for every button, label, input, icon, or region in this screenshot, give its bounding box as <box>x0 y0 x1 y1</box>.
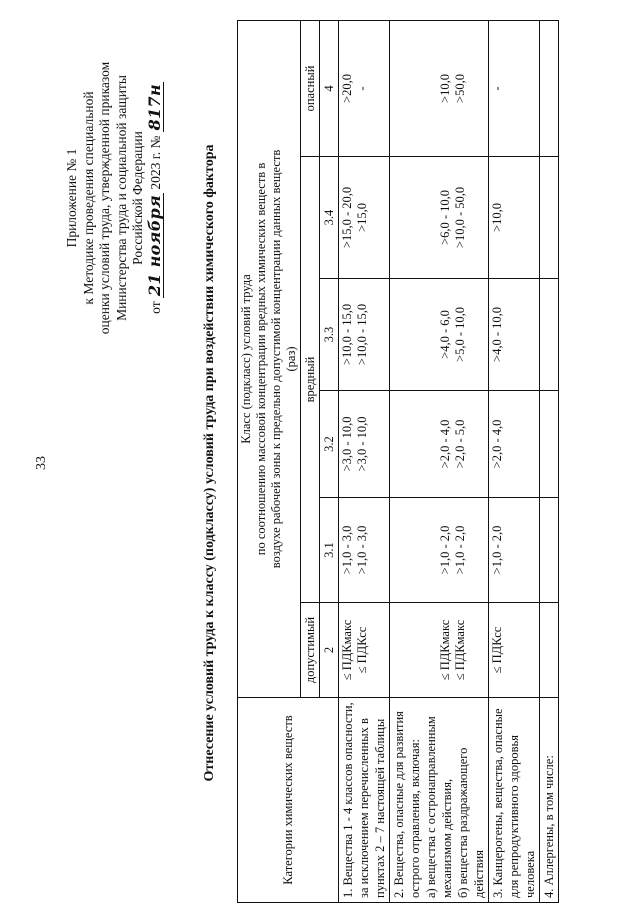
appendix-block <box>64 18 164 378</box>
appendix-line: к Методике проведения специальной <box>80 91 96 305</box>
empty-cell <box>540 603 559 698</box>
cell-value: >1,0 - 2,0 <box>438 525 452 575</box>
cell-value: >10,0 - 50,0 <box>453 186 467 249</box>
cell-class-2 <box>339 603 390 698</box>
appendix-line: Российской Федерации <box>130 131 145 265</box>
cell-value: >4,0 - 10,0 <box>490 307 504 362</box>
cell-class-4 <box>390 20 489 156</box>
classification-table <box>237 20 559 903</box>
table-row <box>489 20 540 902</box>
subheader-2: 2 <box>320 603 339 698</box>
cell-class-3-2 <box>390 391 489 498</box>
cell-class-4 <box>489 20 540 156</box>
header-class <box>238 20 301 697</box>
table-row <box>540 20 559 902</box>
cell-class-3-2 <box>489 391 540 498</box>
cell-class-3-3 <box>390 279 489 391</box>
cell-value: >10,0 - 15,0 <box>340 303 354 366</box>
cell-class-3-1 <box>390 498 489 603</box>
cell-value: >2,0 - 5,0 <box>453 419 467 469</box>
cell-value: >1,0 - 3,0 <box>355 525 369 575</box>
cell-value: >1,0 - 3,0 <box>340 525 354 575</box>
row-category-line: б) вещества раздражающего действия <box>456 747 486 898</box>
header-class-line: воздухе рабочей зоны к предельно допустимой концентрации данных веществ <box>269 149 283 569</box>
subheader-3-2: 3.2 <box>320 391 339 498</box>
row-category: 4. Аллергены, в том числе: <box>540 698 559 903</box>
cell-value: >3,0 - 10,0 <box>340 416 354 472</box>
table-row <box>390 20 489 902</box>
header-categories: Категории химических веществ <box>238 698 339 903</box>
cell-value: >1,0 - 2,0 <box>453 525 467 575</box>
table-row <box>339 20 390 902</box>
row-category-line: 2. Вещества, опасные для развития острого отравления, включая: <box>392 711 422 898</box>
handwritten-order-number: 817н <box>144 84 164 131</box>
cell-class-2 <box>390 603 489 698</box>
cell-value: >10,0 <box>438 74 452 103</box>
appendix-line: оценки условий труда, утвержденной приказом <box>97 61 112 335</box>
cell-value: >10,0 - 15,0 <box>355 303 369 366</box>
cell-value: >15,0 <box>355 203 369 232</box>
header-permissible: допустимый <box>301 603 320 698</box>
subheader-4: 4 <box>320 20 339 156</box>
cell-class-3-1 <box>489 498 540 603</box>
header-dangerous: опасный <box>301 20 320 156</box>
cell-value: >1,0 - 2,0 <box>490 525 504 575</box>
cell-value: ≤ ПДКмакс <box>453 619 467 681</box>
empty-cell <box>540 20 559 156</box>
subheader-3-3: 3.3 <box>320 279 339 391</box>
page-title: Отнесение условий труда к классу (подклассу) условий труда при воздействии химического фактора <box>202 144 217 782</box>
page-number: 33 <box>34 456 49 470</box>
cell-class-3-3 <box>339 279 390 391</box>
cell-value: >6,0 - 10,0 <box>438 190 452 245</box>
cell-value: >20,0 <box>340 74 354 103</box>
cell-class-3-4 <box>339 157 390 279</box>
appendix-date-line <box>144 18 165 378</box>
cell-value: >2,0 - 4,0 <box>490 419 504 469</box>
cell-class-2 <box>489 603 540 698</box>
cell-value: >10,0 <box>490 203 504 232</box>
cell-value: - <box>355 86 369 91</box>
subheader-3-1: 3.1 <box>320 498 339 603</box>
cell-value: >3,0 - 10,0 <box>355 416 369 472</box>
appendix-line: Министерства труда и социальной защиты <box>113 75 129 321</box>
empty-cell <box>540 157 559 279</box>
header-harmful: вредный <box>301 157 320 603</box>
cell-value: >2,0 - 4,0 <box>438 419 452 469</box>
empty-cell <box>540 498 559 603</box>
cell-class-3-2 <box>339 391 390 498</box>
cell-class-4 <box>339 20 390 156</box>
cell-value: ≤ ПДКсс <box>490 626 504 674</box>
date-prefix: от <box>147 301 163 314</box>
cell-class-3-3 <box>489 279 540 391</box>
cell-class-3-4 <box>390 157 489 279</box>
cell-value: >4,0 - 6,0 <box>438 310 452 359</box>
cell-value: ≤ ПДКсс <box>355 626 369 674</box>
cell-value: >50,0 <box>453 74 467 103</box>
row-category-line: а) вещества с остронаправленным механизмом действия, <box>424 716 454 898</box>
row-category: 3. Канцерогены, вещества, опасные для репродуктивного здоровья человека <box>489 698 540 903</box>
subheader-3-4: 3.4 <box>320 157 339 279</box>
cell-class-3-4 <box>489 157 540 279</box>
cell-value: ≤ ПДКмакс <box>438 619 452 681</box>
cell-value: >5,0 - 10,0 <box>453 307 467 362</box>
classification-table-wrap <box>237 21 559 903</box>
cell-value: - <box>490 86 504 91</box>
row-category: 1. Вещества 1 - 4 классов опасности, за исключением перечисленных в пунктах 2 – 7 настоящей таблицы <box>339 698 390 903</box>
header-class-line: (раз) <box>284 346 298 372</box>
cell-value: >15,0 - 20,0 <box>340 186 354 249</box>
appendix-line: Приложение № 1 <box>64 148 79 248</box>
row-category <box>390 698 489 903</box>
header-class-line: Класс (подкласс) условий труда <box>239 274 253 444</box>
header-class-line: по соотношению массовой концентрации вредных химических веществ в <box>254 162 268 556</box>
cell-class-3-1 <box>339 498 390 603</box>
empty-cell <box>540 391 559 498</box>
year-text: 2023 г. № <box>147 135 163 190</box>
cell-value: ≤ ПДКмакс <box>340 619 354 681</box>
empty-cell <box>540 279 559 391</box>
handwritten-date: 21 ноября <box>144 194 164 297</box>
